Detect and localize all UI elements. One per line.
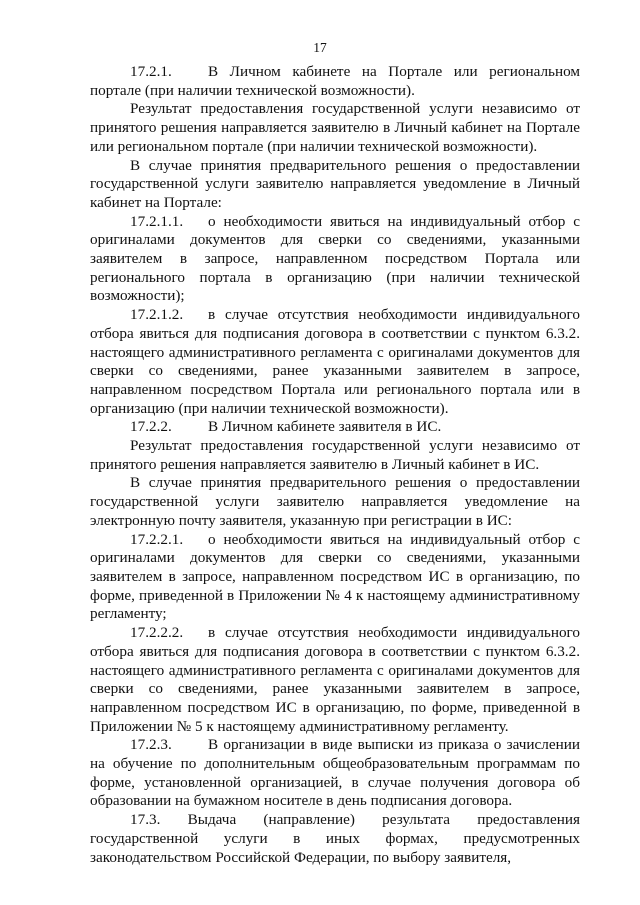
paragraph (90, 63, 580, 100)
paragraph (90, 811, 580, 867)
paragraph (90, 437, 580, 474)
paragraph-text: о необходимости явиться на индивидуальный отбор с оригиналами документов для сверки со сведениями, указанными заявителем в запросе, направленном посредством ИС в организацию, по форме, приведенной в Приложении № 4 к настоящему административному регламенту; (90, 530, 580, 623)
paragraph-text: В Личном кабинете заявителя в ИС. (208, 418, 442, 436)
clause-number: 17.2.1.1. (130, 212, 184, 230)
paragraph-text: в случае отсутствия необходимости индивидуального отбора явиться для подписания договора в соответствии с пунктом 6.3.2. настоящего административного регламента с оригиналами документов для сверки со сведениями, ранее указанными заявителем в запросе, направленном посредством ИС в организацию, по форме, приведенной в Приложении № 5 к настоящему административному регламенту. (90, 624, 580, 735)
paragraph (90, 531, 580, 625)
paragraph (90, 624, 580, 736)
paragraph-text: Результат предоставления государственной услуги независимо от принятого решения направляется заявителю в Личный кабинет на Портале или региональном портале (при наличии технической возможности). (90, 100, 580, 155)
clause-number: 17.2.1. (130, 63, 172, 80)
page-number: 17 (313, 40, 327, 55)
paragraph-text: о необходимости явиться на индивидуальный отбор с оригиналами документов для сверки со сведениями, указанными заявителем в запросе, направленном посредством Портала или регионального портала в организацию (при наличии технической возможности); (90, 212, 580, 305)
paragraph (90, 474, 580, 530)
paragraph-text: В организации в виде выписки из приказа о зачислении на обучение по дополнительным общеобразовательным программам по форме, установленной организацией, в случае получения договора об образовании на бумажном носителе в день подписания договора. (90, 736, 580, 810)
paragraph (90, 157, 580, 213)
paragraph (90, 213, 580, 307)
clause-number: 17.2.2.1. (130, 530, 184, 548)
paragraph-text: В случае принятия предварительного решения о предоставлении государственной услуги заявителю направляется уведомление на электронную почту заявителя, указанную при регистрации в ИС: (90, 474, 580, 529)
paragraph (90, 306, 580, 418)
paragraph (90, 100, 580, 156)
paragraph-text: Выдача (направление) результата предоставления государственной услуги в иных формах, предусмотренных законодательством Российской Федерации, по выбору заявителя, (90, 811, 580, 866)
paragraph-text: В Личном кабинете на Портале или региональном портале (при наличии технической возможности). (90, 63, 580, 99)
clause-number: 17.2.1.2. (130, 306, 184, 324)
paragraph (90, 736, 580, 811)
clause-number: 17.2.2. (130, 418, 172, 436)
paragraph-text: Результат предоставления государственной услуги независимо от принятого решения направляется заявителю в Личный кабинет в ИС. (90, 437, 580, 473)
document-body (90, 63, 580, 867)
paragraph-text: в случае отсутствия необходимости индивидуального отбора явиться для подписания договора в соответствии с пунктом 6.3.2. настоящего административного регламента с оригиналами документов для сверки со сведениями, ранее указанными заявителем в запросе, направленном посредством Портала или регионального портала или в организацию (при наличии технической возможности). (90, 306, 580, 417)
paragraph-text: В случае принятия предварительного решения о предоставлении государственной услуги заявителю направляется уведомление в Личный кабинет на Портале: (90, 156, 580, 211)
paragraph (90, 418, 580, 437)
clause-number: 17.2.2.2. (130, 624, 184, 642)
clause-number: 17.3. (130, 811, 161, 829)
clause-number: 17.2.3. (130, 736, 172, 754)
